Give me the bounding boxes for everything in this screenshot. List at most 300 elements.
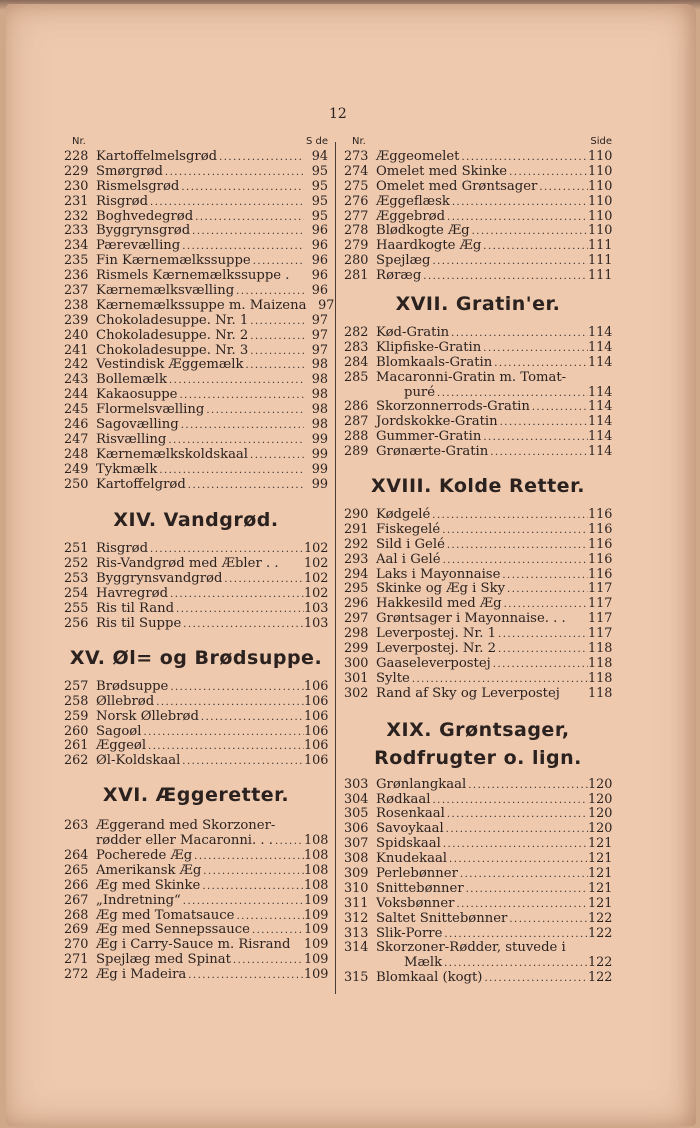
index-entry: [344, 882, 612, 897]
entry-page: 110: [588, 223, 613, 239]
entry-page: 108: [304, 877, 329, 893]
entry-name: Fiskegelé: [376, 521, 441, 537]
index-entry: [344, 672, 612, 687]
dot-leader: [244, 359, 304, 374]
index-entry: [344, 371, 612, 386]
dot-leader: [186, 479, 304, 494]
entry-page: 121: [588, 895, 613, 911]
index-entry: [344, 326, 612, 341]
entry-number: 296: [344, 596, 369, 612]
index-entry: [344, 150, 612, 165]
entry-name: Pocherede Æg: [96, 847, 193, 863]
entry-number: 269: [64, 922, 89, 938]
index-entry: [344, 180, 612, 195]
dot-leader: [431, 794, 589, 809]
dot-leader: [179, 181, 304, 196]
entry-page: 103: [304, 601, 329, 617]
entry-number: 276: [344, 193, 369, 209]
entry-number: 306: [344, 821, 369, 837]
entry-name: Pærevælling: [96, 238, 181, 254]
index-entry: [344, 239, 612, 254]
entry-name-continued: puré: [404, 384, 436, 400]
dot-leader: [447, 853, 588, 868]
entry-page: 97: [311, 327, 328, 343]
entry-page: 99: [311, 461, 328, 477]
index-entry: [344, 508, 612, 523]
index-entry: [64, 725, 328, 740]
entry-name: Hakkesild med Æg: [376, 596, 502, 612]
entry-name: Øllebrød: [96, 693, 155, 709]
column-header: [344, 136, 612, 150]
entry-name: Sild i Gelé: [376, 536, 445, 552]
group-list: [64, 149, 335, 983]
index-entry: [64, 165, 328, 180]
entry-name: Risvælling: [96, 431, 167, 447]
dot-leader: [530, 401, 588, 416]
entry-number: 292: [344, 536, 369, 552]
page-number: 12: [329, 106, 347, 122]
index-entry: [64, 864, 328, 879]
index-entry: [344, 254, 612, 269]
index-entry: [344, 415, 612, 430]
entry-number: 257: [64, 678, 89, 694]
index-entry: [64, 968, 328, 983]
dot-leader: [273, 835, 304, 850]
index-entry: [344, 852, 612, 867]
dot-leader: [179, 419, 304, 434]
entry-number: 248: [64, 446, 89, 462]
entry-page: 99: [311, 476, 328, 492]
entry-number: 272: [64, 967, 89, 983]
entry-page: 117: [588, 581, 613, 597]
dot-leader: [248, 345, 304, 360]
entry-page: 110: [588, 208, 613, 224]
entry-number: 256: [64, 615, 89, 631]
entry-number: 255: [64, 601, 89, 617]
entry-page: 98: [311, 387, 328, 403]
entry-number: 240: [64, 327, 89, 343]
entry-number: 253: [64, 571, 89, 587]
entry-name: Omelet med Skinke: [376, 163, 508, 179]
entry-number: 307: [344, 836, 369, 852]
entry-page: 118: [588, 685, 613, 701]
entry-page: 114: [588, 325, 613, 341]
index-entry-continuation: [64, 834, 328, 849]
header-nr: Nr.: [72, 136, 86, 147]
dot-leader: [496, 643, 588, 658]
entry-name: Ris til Suppe: [96, 615, 182, 631]
entry-page: 94: [311, 149, 328, 164]
dot-leader: [168, 681, 304, 696]
dot-leader: [450, 196, 588, 211]
dot-leader: [200, 880, 304, 895]
dot-leader: [488, 446, 588, 461]
entry-number: 236: [64, 268, 89, 284]
entry-name: Byggrynsvandgrød: [96, 571, 223, 587]
dot-leader: [222, 573, 304, 588]
entry-number: 305: [344, 806, 369, 822]
index-entry: [64, 478, 328, 493]
entry-page: 121: [588, 851, 613, 867]
entry-number: 313: [344, 925, 369, 941]
entry-name: Slik-Porre: [376, 925, 443, 941]
entry-number: 277: [344, 208, 369, 224]
entry-number: 275: [344, 178, 369, 194]
entry-page: 106: [304, 753, 329, 769]
entry-name: Haardkogte Æg: [376, 238, 482, 254]
entry-name: Brødsuppe: [96, 678, 169, 694]
entry-page: 102: [304, 556, 329, 572]
entry-name: Amerikansk Æg: [96, 862, 202, 878]
index-entry: [64, 938, 328, 953]
section-title-line: XVII. Gratin'er.: [395, 293, 561, 316]
entry-name: Kakaosuppe: [96, 387, 178, 403]
entry-page: 106: [304, 723, 329, 739]
entry-number: 261: [64, 738, 89, 754]
entry-page: 118: [588, 670, 613, 686]
entry-page: 114: [588, 414, 613, 430]
entry-name: Æg med Skinke: [96, 877, 201, 893]
entry-page: 95: [311, 163, 328, 179]
dot-leader: [248, 449, 304, 464]
entry-name: Leverpostej. Nr. 2: [376, 641, 497, 657]
entry-page: 98: [311, 357, 328, 373]
dot-leader: [537, 181, 588, 196]
index-entry: [64, 239, 328, 254]
entry-name: Gaaseleverpostej: [376, 655, 491, 671]
header-side: Side: [590, 136, 612, 147]
entry-number: 241: [64, 342, 89, 358]
entry-page: 116: [588, 521, 613, 537]
dot-leader: [421, 270, 588, 285]
entry-name: Grønlangkaal: [376, 776, 467, 792]
dot-leader: [193, 211, 304, 226]
dot-leader: [186, 969, 304, 984]
entry-page: 114: [588, 354, 613, 370]
dot-leader: [481, 431, 588, 446]
entry-name: Risgrød: [96, 193, 149, 209]
index-entry: [64, 180, 328, 195]
entry-number: 314: [344, 940, 369, 956]
entry-number: 308: [344, 851, 369, 867]
entry-page: 108: [304, 847, 329, 863]
section-title: [344, 290, 612, 320]
entry-name: Kærnemælkskoldskaal: [96, 446, 249, 462]
entry-page: 97: [318, 297, 335, 313]
index-entry: [64, 297, 335, 314]
entry-name: Æggebrød: [376, 208, 446, 224]
entry-name: Snittebønner: [376, 880, 464, 896]
entry-name: Skorzonnerrods-Gratin: [376, 399, 530, 415]
index-entry: [64, 344, 328, 359]
entry-page: 116: [588, 536, 613, 552]
entry-name: Rismelsgrød: [96, 178, 180, 194]
entry-number: 231: [64, 193, 89, 209]
entry-number: 234: [64, 238, 89, 254]
entry-name: Æg med Sennepssauce: [96, 922, 250, 938]
dot-leader: [180, 755, 304, 770]
index-entry: [344, 195, 612, 210]
entry-page: 122: [588, 955, 613, 971]
dot-leader: [481, 342, 588, 357]
entry-name: „Indretning“: [96, 892, 181, 908]
entry-name: Perlebønner: [376, 865, 458, 881]
index-entry: [64, 463, 328, 478]
entry-page: 114: [588, 384, 613, 400]
entry-number: 252: [64, 556, 89, 572]
index-entry: [64, 739, 328, 754]
entry-name: Æggerand med Skorzoner-: [96, 818, 276, 834]
dot-leader: [190, 225, 304, 240]
entry-number: 287: [344, 414, 369, 430]
index-entry: [64, 269, 328, 284]
entry-number: 232: [64, 208, 89, 224]
entry-number: 295: [344, 581, 369, 597]
entry-name: Sagovælling: [96, 417, 179, 433]
entry-page: 120: [588, 776, 613, 792]
entry-number: 246: [64, 417, 89, 433]
index-entry: [64, 923, 328, 938]
entry-number: 251: [64, 541, 89, 557]
entry-number: 302: [344, 685, 369, 701]
entry-number: 259: [64, 708, 89, 724]
section-title: [64, 781, 328, 811]
section-title: [64, 506, 328, 536]
entry-name: Gummer-Gratin: [376, 429, 482, 445]
index-entry: [344, 224, 612, 239]
entry-number: 286: [344, 399, 369, 415]
dot-leader: [199, 711, 304, 726]
entry-name: Laks i Mayonnaise: [376, 566, 501, 582]
entry-number: 266: [64, 877, 89, 893]
entry-page: 99: [311, 431, 328, 447]
index-entry: [64, 224, 328, 239]
entry-page: 114: [588, 339, 613, 355]
index-entry: [344, 687, 612, 702]
entry-name: Fin Kærnemælkssuppe: [96, 253, 251, 269]
entry-number: 312: [344, 910, 369, 926]
section-title-line: XVI. Æggeretter.: [102, 784, 290, 807]
entry-number: 245: [64, 402, 89, 418]
entry-name-continued: rødder eller Macaronni. . .: [96, 833, 273, 849]
entry-number: 309: [344, 865, 369, 881]
header-nr: Nr.: [352, 136, 366, 147]
entry-page: 110: [588, 193, 613, 209]
entry-name: Blødkogte Æg: [376, 223, 470, 239]
entry-page: 96: [311, 253, 328, 269]
entry-page: 114: [588, 429, 613, 445]
entry-page: 106: [304, 738, 329, 754]
dot-leader: [505, 583, 588, 598]
group-list: [344, 150, 612, 986]
entry-name: Voksbønner: [376, 895, 455, 911]
dot-leader: [201, 865, 304, 880]
index-entry: [64, 150, 328, 165]
index-entry: [64, 849, 328, 864]
entry-page: 109: [304, 922, 329, 938]
dot-leader: [167, 374, 304, 389]
entry-number: 271: [64, 952, 89, 968]
entry-page: 106: [304, 708, 329, 724]
entry-number: 228: [64, 149, 89, 164]
entry-number: 284: [344, 354, 369, 370]
entry-name: Blomkaals-Gratin: [376, 354, 493, 370]
entry-name-continued: Mælk: [404, 955, 443, 971]
dot-leader: [481, 240, 588, 255]
entry-name: Æggeomelet: [376, 149, 460, 164]
entry-number: 299: [344, 641, 369, 657]
entry-number: 310: [344, 880, 369, 896]
entry-name: Saltet Snittebønner: [376, 910, 508, 926]
entry-name: Havregrød: [96, 586, 169, 602]
entry-name: Smørgrød: [96, 163, 163, 179]
index-entry: [344, 912, 612, 927]
entry-name: Leverpostej. Nr. 1: [376, 626, 497, 642]
index-entry: [64, 909, 328, 924]
entry-page: 97: [311, 312, 328, 328]
entry-page: 114: [588, 444, 613, 460]
entry-number: 288: [344, 429, 369, 445]
entry-page: 96: [311, 223, 328, 239]
entry-number: 244: [64, 387, 89, 403]
entry-name: Æggeflæsk: [376, 193, 450, 209]
section-title-line: Rodfrugter o. lign.: [374, 746, 582, 769]
index-entry: [64, 819, 328, 834]
dot-leader: [458, 868, 588, 883]
entry-number: 298: [344, 626, 369, 642]
left-column: [64, 136, 335, 983]
section-title: [344, 716, 612, 772]
index-entry: [344, 430, 612, 445]
entry-page: 121: [588, 880, 613, 896]
entry-page: 114: [588, 399, 613, 415]
entry-number: 238: [64, 297, 89, 313]
entry-number: 281: [344, 268, 369, 284]
entry-name: Kartoffelmelsgrød: [96, 149, 218, 164]
index-entry: [344, 210, 612, 225]
index-entry: [344, 356, 612, 371]
entry-name: Spejlæg: [376, 253, 431, 269]
entry-number: 243: [64, 372, 89, 388]
index-entry: [64, 542, 328, 557]
entry-name: Rand af Sky og Leverpostej: [376, 685, 560, 701]
dot-leader: [464, 883, 588, 898]
entry-number: 282: [344, 325, 369, 341]
section-title-line: XIX. Grøntsager,: [386, 718, 570, 741]
entry-number: 294: [344, 566, 369, 582]
entry-name: Kød-Gratin: [376, 325, 450, 341]
dot-leader: [248, 315, 304, 330]
entry-number: 262: [64, 753, 89, 769]
entry-name: Skorzoner-Rødder, stuvede i: [376, 940, 566, 956]
entry-page: 118: [588, 641, 613, 657]
dot-leader: [498, 416, 588, 431]
entry-page: 99: [311, 446, 328, 462]
entry-page: 106: [304, 693, 329, 709]
index-entry: [64, 195, 328, 210]
index-entry: [344, 793, 612, 808]
dot-leader: [430, 255, 588, 270]
index-entry: [64, 879, 328, 894]
entry-page: 95: [311, 208, 328, 224]
index-entry: [64, 572, 328, 587]
entry-name: Øl-Koldskaal: [96, 753, 181, 769]
index-entry: [344, 568, 612, 583]
entry-number: 239: [64, 312, 89, 328]
entry-page: 98: [311, 372, 328, 388]
dot-leader: [482, 972, 588, 987]
dot-leader: [163, 166, 304, 181]
entry-name: Kartoffelgrød: [96, 476, 186, 492]
entry-number: 291: [344, 521, 369, 537]
entry-page: 111: [588, 268, 613, 284]
index-entry: [64, 284, 328, 299]
entry-number: 274: [344, 163, 369, 179]
entry-number: 265: [64, 862, 89, 878]
entry-page: 102: [304, 586, 329, 602]
entry-page: 117: [588, 596, 613, 612]
index-entry-continuation: [344, 956, 612, 971]
entry-name: Spidskaal: [376, 836, 441, 852]
entry-name: Røræg: [376, 268, 422, 284]
entry-page: 121: [588, 865, 613, 881]
entry-name: Kærnemælkssuppe m. Maizena: [96, 297, 307, 313]
entry-name: Tykmælk: [96, 461, 158, 477]
entry-number: 230: [64, 178, 89, 194]
entry-number: 247: [64, 431, 89, 447]
entry-name: Æg i Madeira: [96, 967, 187, 983]
entry-number: 278: [344, 223, 369, 239]
index-entry: [344, 778, 612, 793]
entry-page: 96: [311, 268, 328, 284]
entry-name: Grøntsager i Mayonnaise. . .: [376, 611, 566, 627]
entry-name: Kærnemælksvælling: [96, 283, 235, 299]
entry-number: 260: [64, 723, 89, 739]
index-entry: [64, 602, 328, 617]
index-entry: [344, 867, 612, 882]
entry-name: Aal i Gelé: [376, 551, 441, 567]
index-entry: [64, 680, 328, 695]
entry-page: 120: [588, 806, 613, 822]
index-entry: [64, 557, 328, 572]
entry-number: 279: [344, 238, 369, 254]
entry-page: 111: [588, 253, 613, 269]
dot-leader: [441, 838, 588, 853]
entry-page: 122: [588, 910, 613, 926]
entry-page: 120: [588, 821, 613, 837]
entry-name: Norsk Øllebrød: [96, 708, 199, 724]
entry-page: 108: [304, 833, 329, 849]
entry-name: Knudekaal: [376, 851, 448, 867]
index-entry: [64, 754, 328, 769]
section-title: [64, 644, 328, 674]
entry-page: 109: [304, 937, 329, 953]
entry-number: 303: [344, 776, 369, 792]
entry-name: Rødkaal: [376, 791, 431, 807]
index-entry: [64, 403, 328, 418]
index-entry: [344, 165, 612, 180]
section-title-line: XV. Øl= og Brødsuppe.: [69, 646, 323, 669]
index-entry: [344, 627, 612, 642]
entry-page: 111: [588, 238, 613, 254]
entry-name: Skinke og Æg i Sky: [376, 581, 506, 597]
entry-page: 120: [588, 791, 613, 807]
entry-page: 110: [588, 149, 613, 164]
dot-leader: [445, 808, 588, 823]
index-entry: [344, 971, 612, 986]
entry-page: 109: [304, 967, 329, 983]
dot-leader: [470, 225, 588, 240]
